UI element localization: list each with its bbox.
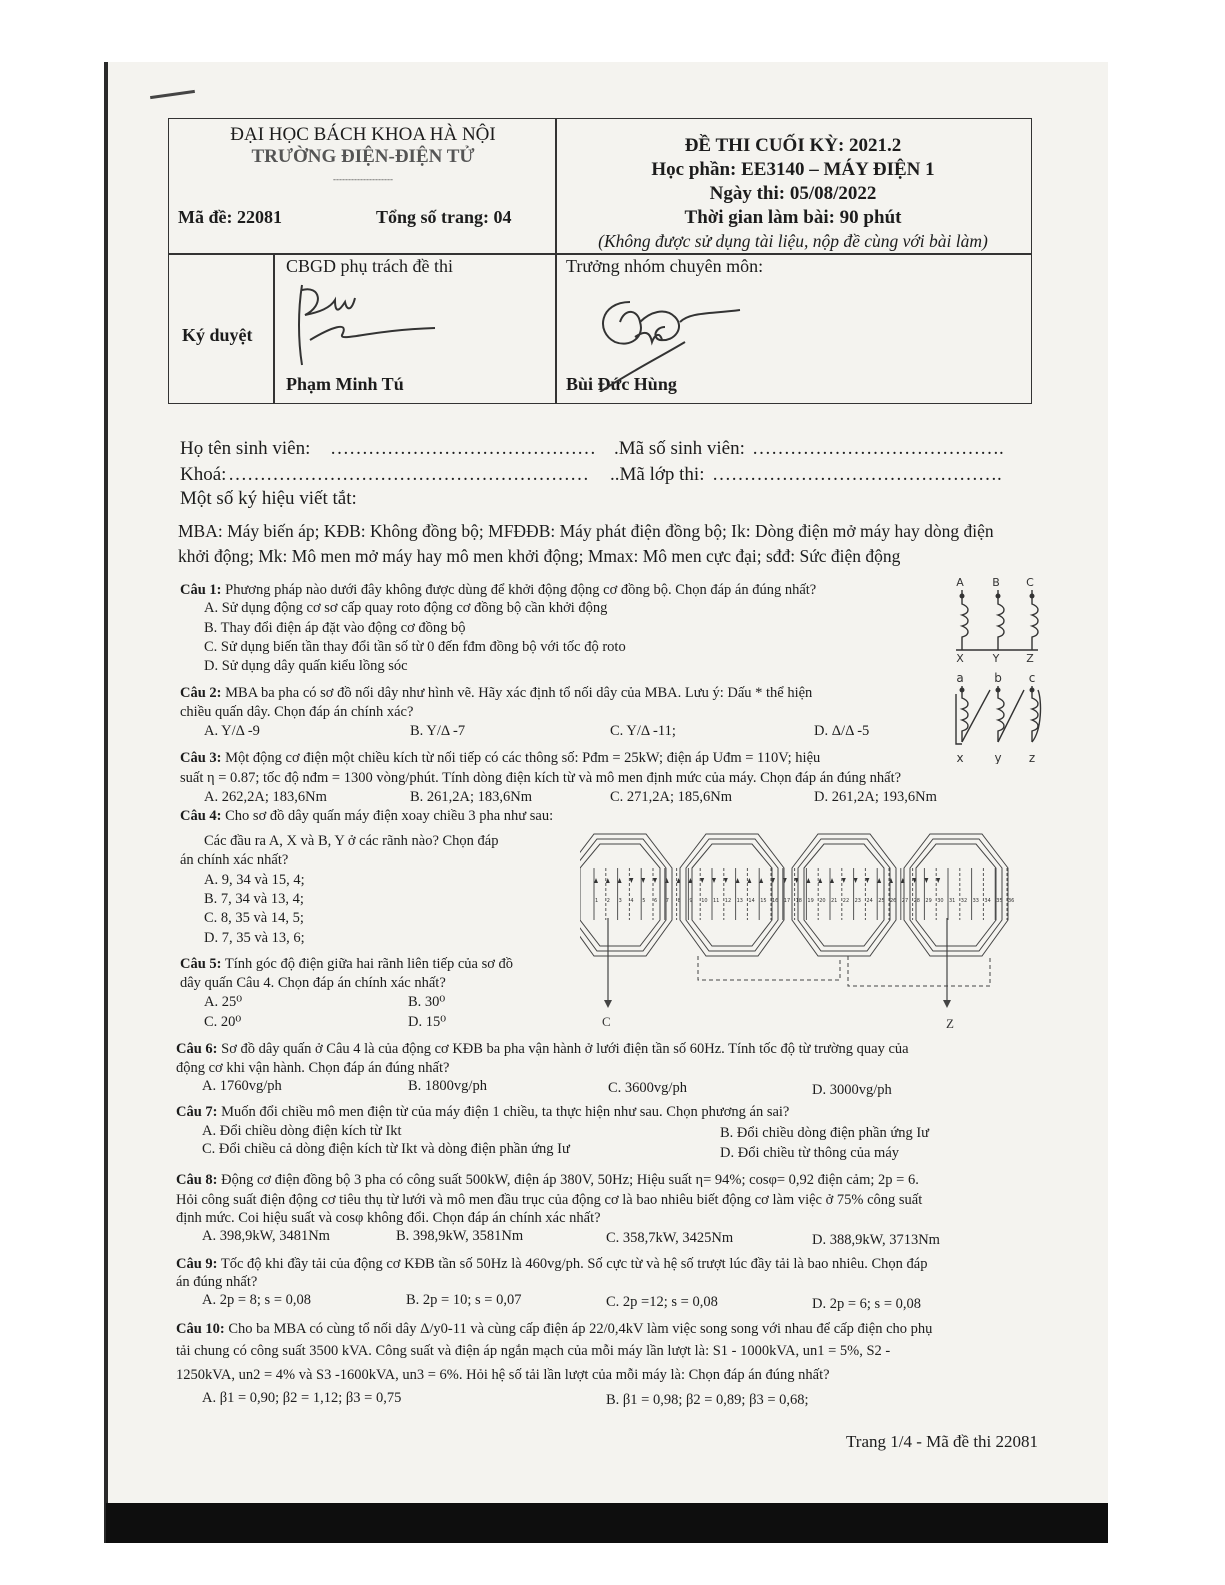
q3-label: Câu 3: [180, 750, 222, 766]
abbrev-line2: khởi động; Mk: Mô men mở máy hay mô men khởi động; Mmax: Mô men cực đại; sđđ: Sức điện động [178, 546, 901, 566]
q8-label: Câu 8: [176, 1172, 218, 1188]
table-divider-v2 [273, 253, 275, 403]
fig1-label-z: Z [1026, 652, 1034, 664]
q10-line2: tải chung có công suất 3500 kVA. Công suất và điện áp ngắn mạch của mỗi máy lần lượt là: S1 - 1000kVA, un1 = 5%, S2 - [176, 1343, 891, 1359]
q8-option-b[interactable]: B. 398,9kW, 3581Nm [396, 1228, 524, 1244]
q4-label: Câu 4: [180, 808, 222, 824]
class-label: ..Mã lớp thi: [610, 464, 705, 485]
current-arrow [877, 878, 881, 883]
current-arrow [724, 878, 728, 883]
q6-option-d[interactable]: D. 3000vg/ph [812, 1082, 892, 1098]
winding-slot-number: 14 [748, 898, 755, 904]
winding-slot-number: 19 [807, 898, 814, 904]
fig2-label-z: z [1028, 751, 1036, 764]
fig1-label-y: Y [992, 652, 1000, 664]
winding-slot-number: 2 [606, 898, 610, 904]
q10-option-b[interactable]: B. β1 = 0,98; β2 = 0,89; β3 = 0,68; [606, 1392, 809, 1408]
q6-option-b[interactable]: B. 1800vg/ph [408, 1078, 487, 1094]
winding-slot-number: 15 [760, 898, 767, 904]
q3-option-b[interactable]: B. 261,2A; 183,6Nm [410, 789, 533, 805]
winding-slot-number: 31 [949, 898, 956, 904]
q4-option-b[interactable]: B. 7, 34 và 13, 4; [204, 891, 304, 907]
winding-coil [913, 844, 996, 946]
transformer-secondary-figure [948, 670, 1048, 764]
q8-line3: định mức. Coi hiệu suất và cosφ không đổi. Chọn đáp án chính xác nhất? [176, 1210, 601, 1226]
q7-option-c[interactable]: C. Đổi chiều cả dòng điện kích từ Ikt và dòng điện phần ứng Iư [202, 1141, 570, 1157]
fig2-label-y: y [994, 751, 1002, 764]
winding-slot-number: 13 [736, 898, 743, 904]
q3-line1: Một động cơ điện một chiều kích từ nối tiếp có các thông số: Pđm = 25kW; điện áp Uđm = 110V; hiệu [225, 750, 821, 766]
q2-label: Câu 2: [180, 685, 222, 701]
q5-label: Câu 5: [180, 956, 222, 972]
fig2-label-a: a [956, 671, 964, 685]
q4-line1: Cho sơ đồ dây quấn máy điện xoay chiều 3 pha như sau: [225, 808, 554, 824]
q5-text [180, 955, 513, 974]
current-arrow [759, 878, 763, 883]
q2-option-d[interactable]: D. Δ/Δ -5 [814, 723, 870, 739]
winding-slot-number: 33 [972, 898, 979, 904]
winding-coil [804, 844, 884, 946]
winding-slot-number: 17 [783, 898, 791, 904]
current-arrow [700, 878, 704, 883]
page-footer: Trang 1/4 - Mã đề thi 22081 [846, 1432, 1039, 1451]
q8-option-a[interactable]: A. 398,9kW, 3481Nm [202, 1228, 330, 1244]
current-arrow [818, 878, 822, 883]
q2-option-c[interactable]: C. Y/Δ -11; [610, 723, 676, 739]
course: Học phần: EE3140 – MÁY ĐIỆN 1 [651, 159, 935, 180]
winding-slot-number: 29 [925, 898, 932, 904]
winding-coil [580, 844, 660, 946]
exam-date: Ngày thi: 05/08/2022 [709, 183, 877, 204]
abbrev-line1: MBA: Máy biến áp; KĐB: Không đồng bộ; MFĐĐB: Máy phát điện đồng bộ; Ik: Dòng điện mở máy hay dòng điện [178, 521, 994, 541]
current-arrow [606, 878, 610, 883]
winding-slot-number: 1 [595, 898, 599, 904]
winding-coil [692, 844, 772, 946]
q9-line2: án đúng nhất? [176, 1274, 258, 1290]
current-arrow [629, 878, 633, 883]
current-arrow [618, 878, 622, 883]
current-arrow [653, 878, 657, 883]
coil-group [580, 834, 1008, 956]
current-arrow [736, 878, 740, 883]
q4-option-c[interactable]: C. 8, 35 và 14, 5; [204, 910, 304, 926]
winding-slot-number: 12 [724, 898, 732, 904]
q7-option-a[interactable]: A. Đổi chiều dòng điện kích từ Ikt [202, 1123, 402, 1139]
winding-slot-number: 18 [795, 898, 802, 904]
winding-slot-number: 24 [866, 898, 873, 904]
q3-line2: suất η = 0.87; tốc độ nđm = 1300 vòng/phút. Tính dòng điện kích từ và mô men định mức của máy. Chọn đáp án đúng nhất? [180, 770, 902, 786]
class-field[interactable]: ………………………………………. [712, 464, 1002, 485]
winding-diagram [580, 828, 1030, 1033]
q2-text [180, 684, 812, 703]
q2-option-a[interactable]: A. Y/Δ -9 [204, 723, 260, 739]
exam-title: ĐỀ THI CUỐI KỲ: 2021.2 [684, 135, 902, 156]
current-arrow [747, 878, 751, 883]
student-name-field[interactable]: …………………………………… [330, 438, 596, 459]
winding-slot-number: 27 [901, 898, 909, 904]
winding-slot-number: 9 [689, 898, 693, 904]
q8-text [176, 1171, 919, 1190]
q10-text [176, 1320, 932, 1339]
q6-line1: Sơ đồ dây quấn ở Câu 4 là của động cơ KĐB ba pha vận hành ở lưới điện tần số 60Hz. Tính tốc độ từ trường quay của [221, 1041, 909, 1057]
q10-option-a[interactable]: A. β1 = 0,90; β2 = 1,12; β3 = 0,75 [202, 1390, 402, 1406]
lecturer-signature [290, 280, 450, 370]
current-arrow [665, 878, 669, 883]
q2-option-b[interactable]: B. Y/Δ -7 [410, 723, 466, 739]
q6-option-c[interactable]: C. 3600vg/ph [608, 1080, 687, 1096]
q3-option-c[interactable]: C. 271,2A; 185,6Nm [610, 789, 733, 805]
q6-label: Câu 6: [176, 1041, 218, 1057]
q1-option-c[interactable]: C. Sử dụng biến tần thay đổi tần số từ 0 đến fđm đồng bộ với tốc độ roto [204, 639, 626, 655]
q9-option-d[interactable]: D. 2p = 6; s = 0,08 [812, 1296, 921, 1312]
q3-option-d[interactable]: D. 261,2A; 193,6Nm [814, 789, 937, 805]
fig2-label-b: b [994, 671, 1002, 685]
scan-edge [104, 62, 108, 1543]
q8-line1: Động cơ điện đồng bộ 3 pha có công suất 500kW, điện áp 380V, 50Hz; Hiệu suất η= 94%; cosφ= 0,92 điện cảm; 2p = 6. [221, 1172, 919, 1188]
q1-label: Câu 1: [180, 582, 222, 598]
student-name-label: Họ tên sinh viên: [180, 438, 311, 459]
faculty-field[interactable]: ………………………………………………… [228, 464, 589, 485]
q1-option-b[interactable]: B. Thay đổi điện áp đặt vào động cơ đồng bộ [204, 620, 466, 636]
q1-question: Phương pháp nào dưới đây không được dùng để khởi động động cơ đồng bộ. Chọn đáp án đúng nhất? [225, 582, 817, 598]
fig1-label-a: A [956, 576, 964, 589]
q7-line1: Muốn đổi chiều mô men điện từ của máy điện 1 chiều, ta thực hiện như sau. Chọn phương án sai? [221, 1104, 790, 1120]
winding-slot-number: 10 [701, 898, 708, 904]
winding-slot-number: 7 [665, 898, 669, 904]
winding-coil [901, 834, 1008, 956]
q2-line2: chiều quấn dây. Chọn đáp án chính xác? [180, 704, 414, 720]
winding-slot-number: 26 [890, 898, 897, 904]
head-name: Bùi Đức Hùng [566, 374, 677, 394]
q8-option-c[interactable]: C. 358,7kW, 3425Nm [606, 1230, 734, 1246]
student-id-field[interactable]: …………………………………. [752, 438, 1004, 459]
q9-option-c[interactable]: C. 2p =12; s = 0,08 [606, 1294, 718, 1310]
q10-line3: 1250kVA, un2 = 4% và S3 -1600kVA, un3 = 6%. Hỏi hệ số tải lần lượt của mỗi máy là: Chọn đáp án đúng nhất? [176, 1367, 830, 1383]
fig1-label-c: C [1026, 576, 1034, 589]
winding-slot-number: 5 [642, 898, 646, 904]
q2-line1: MBA ba pha có sơ đồ nối dây như hình vẽ. Hãy xác định tổ nối dây của MBA. Lưu ý: Dấu * thể hiện [225, 685, 813, 701]
duration: Thời gian làm bài: 90 phút [684, 207, 902, 228]
winding-slot-number: 22 [842, 898, 850, 904]
q5-option-b[interactable]: B. 30⁰ [408, 994, 446, 1010]
university-name: ĐẠI HỌC BÁCH KHOA HÀ NỘI [230, 124, 496, 145]
winding-label-z: Z [946, 1016, 954, 1031]
current-arrow [783, 878, 787, 883]
winding-coil [910, 839, 1002, 951]
q9-option-b[interactable]: B. 2p = 10; s = 0,07 [406, 1292, 522, 1308]
winding-slot-number: 3 [618, 898, 622, 904]
winding-slot-number: 34 [984, 898, 991, 904]
winding-slot-number: 25 [878, 898, 885, 904]
q9-option-a[interactable]: A. 2p = 8; s = 0,08 [202, 1292, 311, 1308]
winding-slot-number: 16 [772, 898, 779, 904]
q9-line1: Tốc độ khi đầy tải của động cơ KĐB tần số 50Hz là 460vg/ph. Số cực từ và hệ số trượt lúc đầy tải là bao nhiêu. Chọn đáp [220, 1256, 928, 1272]
student-id-label: .Mã số sinh viên: [614, 438, 745, 459]
current-arrow [594, 878, 598, 883]
q7-option-b[interactable]: B. Đổi chiều dòng điện phần ứng Iư [720, 1125, 930, 1141]
q7-text [176, 1103, 789, 1122]
current-arrow [830, 878, 834, 883]
winding-slot-number: 28 [913, 898, 920, 904]
q10-label: Câu 10: [176, 1321, 225, 1337]
current-arrow [865, 878, 869, 883]
winding-slot-number: 32 [960, 898, 968, 904]
fig2-label-x: x [956, 751, 964, 764]
winding-slot-number: 21 [831, 898, 838, 904]
current-arrow [806, 878, 810, 883]
winding-slot-number: 4 [630, 898, 634, 904]
q5-option-c[interactable]: C. 20⁰ [204, 1014, 242, 1030]
exam-note: (Không được sử dụng tài liệu, nộp đề cùng với bài làm) [598, 231, 988, 251]
winding-slot-number: 8 [677, 898, 681, 904]
q6-option-a[interactable]: A. 1760vg/ph [202, 1078, 282, 1094]
q4-option-d[interactable]: D. 7, 35 và 13, 6; [204, 930, 305, 946]
q4-line2: Các đầu ra A, X và B, Y ở các rãnh nào? Chọn đáp [204, 833, 499, 849]
winding-slot-number: 20 [819, 898, 826, 904]
head-signature [590, 282, 780, 392]
current-arrow [854, 878, 858, 883]
winding-slot-number: 23 [854, 898, 861, 904]
winding-slot-number: 11 [713, 898, 720, 904]
q7-option-d[interactable]: D. Đổi chiều từ thông của máy [720, 1145, 899, 1161]
winding-coil [795, 839, 890, 951]
winding-slot-number: 35 [996, 898, 1003, 904]
scan-bottom-edge [106, 1503, 1108, 1543]
head-role: Trưởng nhóm chuyên môn: [566, 256, 764, 276]
exam-code: Mã đề: 22081 [178, 207, 282, 227]
current-arrow [924, 878, 928, 883]
q5-option-a[interactable]: A. 25⁰ [204, 994, 243, 1010]
winding-label-c: C [602, 1014, 611, 1029]
q4-text [180, 807, 553, 826]
q8-line2: Hỏi công suất điện động cơ tiêu thụ từ lưới và mô men đầu trục của động cơ là bao nhiêu biết động cơ làm việc ở 75% công suất [176, 1192, 923, 1208]
faculty-label: Khoá: [180, 464, 227, 485]
lecturer-name: Phạm Minh Tú [286, 374, 404, 394]
dashes: -------------------- [333, 174, 393, 184]
fig2-label-c: c [1028, 671, 1036, 685]
q5-line1: Tính góc độ điện giữa hai rãnh liên tiếp của sơ đồ [224, 956, 514, 972]
table-divider-h [169, 253, 1031, 255]
q3-option-a[interactable]: A. 262,2A; 183,6Nm [204, 789, 327, 805]
current-arrow [842, 878, 846, 883]
abbrev-title: Một số ký hiệu viết tắt: [180, 488, 357, 509]
q6-line2: động cơ khi vận hành. Chọn đáp án đúng nhất? [176, 1060, 450, 1076]
q1-text [180, 581, 816, 600]
q5-option-d[interactable]: D. 15⁰ [408, 1014, 447, 1030]
lecturer-role: CBGD phụ trách đề thi [286, 256, 453, 276]
q4-option-a[interactable]: A. 9, 34 và 15, 4; [204, 872, 305, 888]
winding-slot-number: 30 [937, 898, 944, 904]
q9-label: Câu 9: [176, 1256, 218, 1272]
q9-text [176, 1255, 927, 1274]
q5-line2: dây quấn Câu 4. Chọn đáp án chính xác nhất? [180, 975, 446, 991]
current-arrow [641, 878, 645, 883]
q1-option-a[interactable]: A. Sử dụng động cơ sơ cấp quay roto động cơ đồng bộ cần khởi động [204, 600, 608, 616]
school-name: TRƯỜNG ĐIỆN-ĐIỆN TỬ [251, 146, 475, 167]
q3-text [180, 749, 820, 768]
q6-text [176, 1040, 909, 1059]
q7-label: Câu 7: [176, 1104, 218, 1120]
approve-label: Ký duyệt [182, 325, 253, 345]
current-arrow [936, 878, 940, 883]
winding-coil [677, 834, 784, 956]
winding-coil [792, 834, 896, 956]
q8-option-d[interactable]: D. 388,9kW, 3713Nm [812, 1232, 940, 1248]
winding-slot-number: 36 [1008, 898, 1015, 904]
transformer-primary-figure [948, 574, 1048, 664]
winding-slot-number: 6 [654, 898, 658, 904]
q4-line3: án chính xác nhất? [180, 852, 289, 868]
fig1-label-b: B [992, 576, 1000, 589]
q10-line1: Cho ba MBA có cùng tổ nối dây Δ/y0-11 và cùng cấp điện áp 22/0,4kV làm việc song song với nhau để cấp điện cho phụ [228, 1321, 933, 1337]
q1-option-d[interactable]: D. Sử dụng dây quấn kiểu lồng sóc [204, 658, 408, 674]
fig1-label-x: X [956, 652, 964, 664]
current-arrow [712, 878, 716, 883]
total-pages: Tổng số trang: 04 [376, 207, 512, 227]
